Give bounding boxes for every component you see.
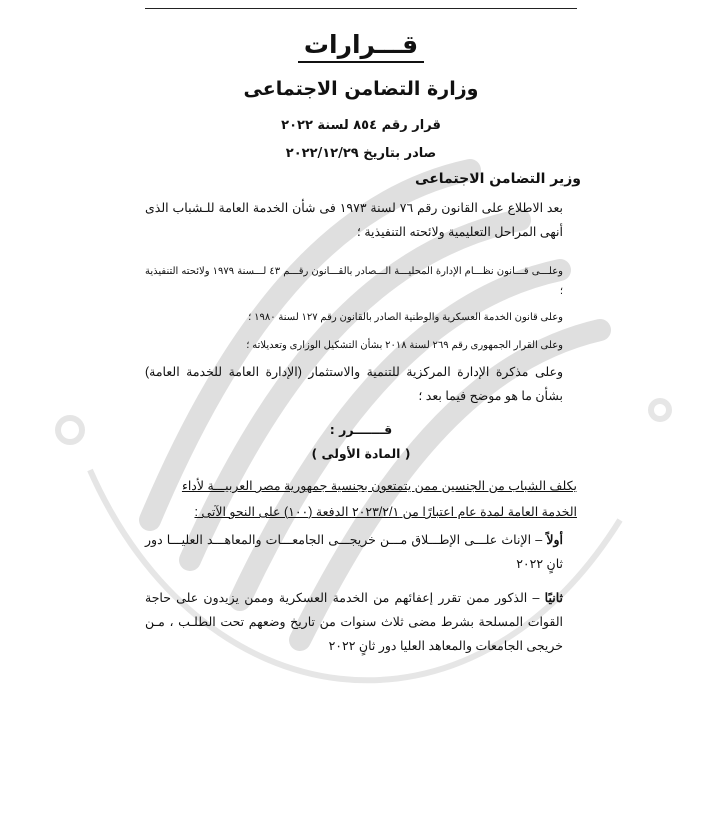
top-rule (145, 8, 577, 9)
item-second-text: – الذكور ممن تقرر إعفائهم من الخدمة العسكرية وممن يزيدون على حاجة القوات المسلحة بشرط مضى ثلاث سنوات من تاريخ وضعهم تحت الطلـب ، مـن خريجى الجامعات والمعاهد العليا دور ثانٍ ٢٠٢٢ (145, 591, 563, 653)
item-first-label: أولاً (546, 533, 563, 547)
preamble-paragraph-1: بعد الاطلاع على القانون رقم ٧٦ لسنة ١٩٧٣ فى شأن الخدمة العامة للـشباب الذى أنهى المراحل التعليمية ولائحته التنفيذية ؛ (145, 201, 563, 239)
ministry-name: وزارة التضامن الاجتماعى (243, 78, 479, 100)
item-first-text: – الإناث علـــى الإطـــلاق مـــن خريجـــى الجامعـــات والمعاهـــد العليـــا دور ثانٍ ٢٠٢٢ (145, 533, 563, 571)
article-1-item-first (145, 528, 563, 576)
gazette-page (145, 0, 581, 828)
article-1-intro-line-1: يكلف الشباب من الجنسين ممن يتمتعون بجنسية جمهورية مصر العربيـــة لأداء (181, 479, 577, 493)
section-title (145, 30, 577, 59)
decree-number: قرار رقم ٨٥٤ لسنة ٢٠٢٢ (281, 118, 441, 133)
preamble-paragraph-4: وعلى القرار الجمهورى رقم ٢٦٩ لسنة ٢٠١٨ بشأن التشكيل الوزارى وتعديلاته ؛ (246, 340, 563, 351)
minister-title: وزير التضامن الاجتماعى (415, 171, 581, 187)
preamble-paragraph-2: وعلـــى قـــانون نظـــام الإدارة المحليـــة الـــصادر بالقـــانون رقـــم ٤٣ لـــسنة ١٩٧٩ ولائحته التنفيذية ؛ (145, 266, 563, 297)
decides-heading: قـــــــرر : (329, 422, 393, 437)
preamble-paragraph-3: وعلى قانون الخدمة العسكرية والوطنية الصادر بالقانون رقم ١٢٧ لسنة ١٩٨٠ ؛ (248, 312, 563, 323)
article-1-intro-line-2: الخدمة العامة لمدة عام اعتبارًا من ٢٠٢٣/٢/١ الدفعة (١٠٠) على النحو الآتى : (194, 505, 577, 519)
article-1-item-second (145, 586, 563, 658)
item-second-label: ثانيًا (544, 591, 563, 605)
article-1-heading: ( المادة الأولى ) (311, 446, 411, 461)
decree-date: صادر بتاريخ ٢٠٢٢/١٢/٢٩ (285, 146, 437, 161)
preamble-paragraph-5: وعلى مذكرة الإدارة المركزية للتنمية والاستثمار (الإدارة العامة للخدمة العامة) بشأن ما هو موضح فيما بعد ؛ (145, 365, 563, 403)
section-title-text: قـــرارات (298, 30, 424, 63)
